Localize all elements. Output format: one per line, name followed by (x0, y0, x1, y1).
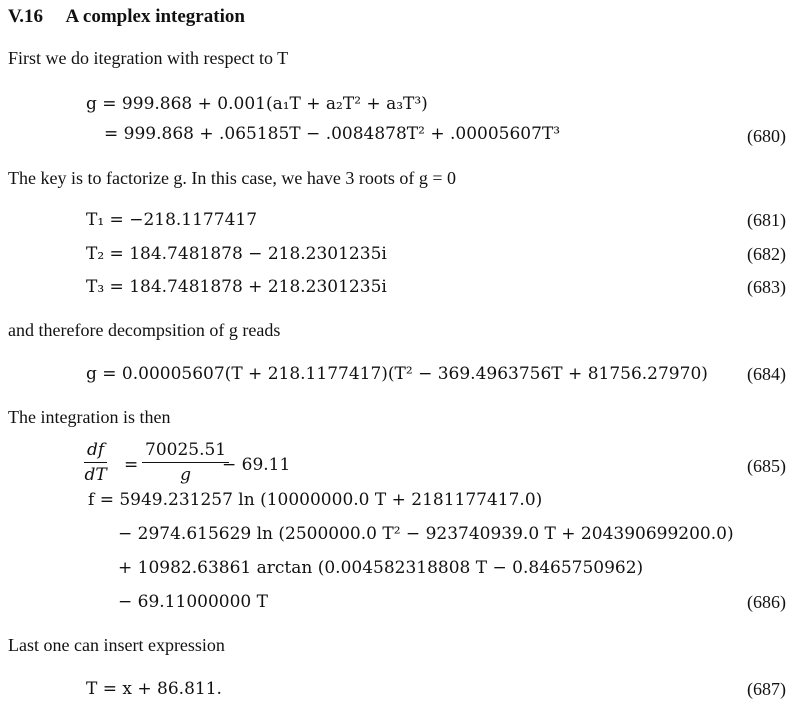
equation-g-line1: g = 999.868 + 0.001(a₁T + a₂T² + a₃T³) (86, 94, 428, 114)
equation-df-tail: − 69.11 (222, 455, 291, 475)
fraction-df-numerator: df (84, 440, 107, 463)
fraction-df-denominator: dT (84, 465, 107, 485)
paragraph-factorize: The key is to factorize g. In this case, we have 3 roots of g = 0 (8, 168, 457, 188)
equation-root-T3: T₃ = 184.7481878 + 218.2301235i (86, 277, 387, 297)
equation-decomposition: g = 0.00005607(T + 218.1177417)(T² − 369.4963756T + 81756.27970) (86, 364, 708, 384)
equation-number-683: (683) (747, 277, 786, 297)
equation-T-substitution: T = x + 86.811. (86, 679, 222, 699)
fraction-df-dT (84, 440, 107, 485)
paragraph-intro: First we do itegration with respect to T (8, 48, 289, 68)
equation-f-line4: − 69.11000000 T (118, 592, 268, 612)
equation-number-682: (682) (747, 244, 786, 264)
equation-number-686: (686) (747, 592, 786, 612)
section-number: V.16 (8, 6, 44, 27)
equation-root-T1: T₁ = −218.1177417 (86, 210, 258, 230)
equals-sign: = (124, 455, 139, 475)
paragraph-integration: The integration is then (8, 407, 171, 427)
equation-number-685: (685) (747, 456, 786, 476)
paragraph-insert-expression: Last one can insert expression (8, 635, 225, 655)
paragraph-decomposition: and therefore decompsition of g reads (8, 320, 281, 340)
section-title: A complex integration (65, 6, 245, 27)
fraction-rhs-numerator: 70025.51 (142, 440, 229, 463)
equation-number-687: (687) (747, 679, 786, 699)
equation-number-680: (680) (747, 126, 786, 146)
fraction-rhs (142, 440, 229, 485)
section-heading (8, 6, 245, 28)
fraction-rhs-denominator: g (180, 465, 191, 485)
equation-root-T2: T₂ = 184.7481878 − 218.2301235i (86, 244, 387, 264)
equation-g-line2: = 999.868 + .065185T − .0084878T² + .00005607T³ (104, 124, 561, 144)
equation-f-line3: + 10982.63861 arctan (0.004582318808 T − 0.8465750962) (118, 558, 644, 578)
equation-f-line1: f = 5949.231257 ln (10000000.0 T + 2181177417.0) (88, 490, 543, 510)
equation-number-684: (684) (747, 364, 786, 384)
equation-f-line2: − 2974.615629 ln (2500000.0 T² − 923740939.0 T + 204390699200.0) (118, 524, 734, 544)
equation-number-681: (681) (747, 210, 786, 230)
